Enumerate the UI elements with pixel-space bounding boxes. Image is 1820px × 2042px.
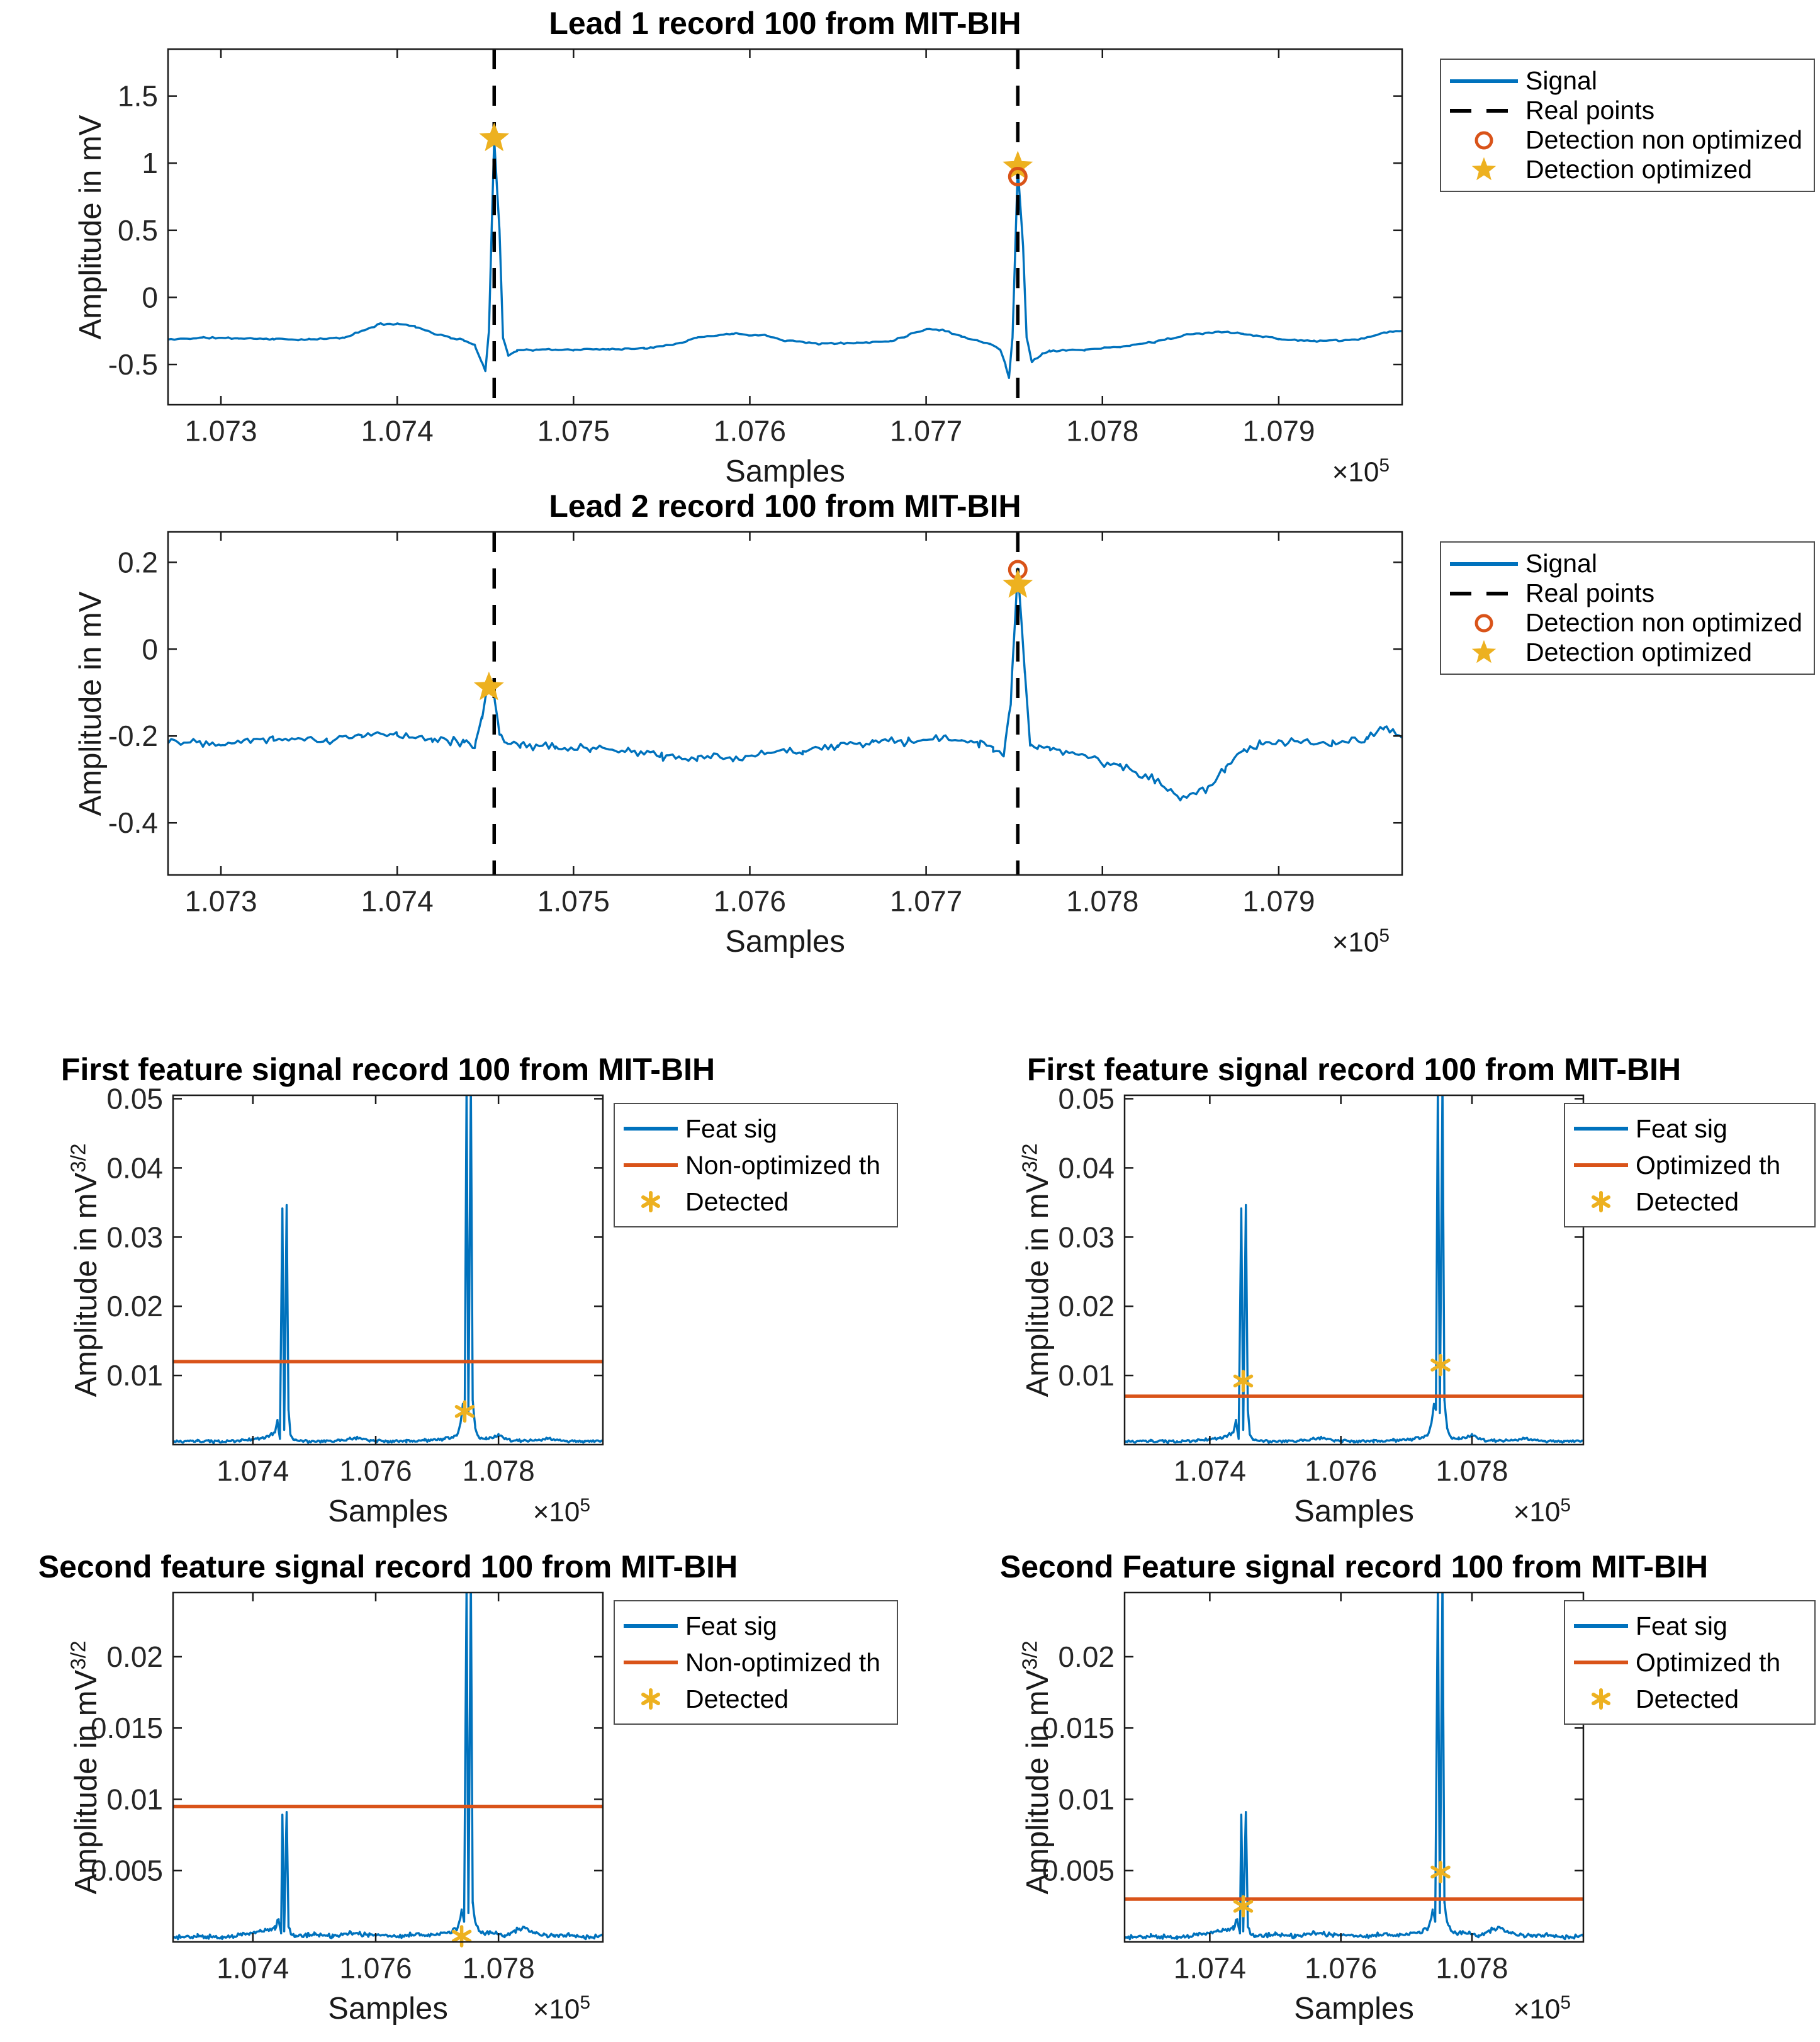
y-tick-label: 0.02 (1058, 1640, 1115, 1673)
legend-item-feat-sig: Feat sig (620, 1110, 892, 1147)
signal-line (168, 140, 1402, 378)
axis-ticks (173, 1593, 603, 1942)
x-tick-label: 1.076 (1305, 1454, 1378, 1487)
x-axis-exponent: $\times 10^5$ (1332, 455, 1390, 488)
y-tick-label: 0.05 (1058, 1082, 1115, 1115)
x-axis-label: Samples (725, 925, 845, 959)
x-tick-label: 1.076 (339, 1454, 412, 1487)
line-swatch-icon (620, 1659, 682, 1666)
x-tick-label: 1.074 (361, 414, 434, 448)
x-tick-label: 1.074 (1173, 1951, 1246, 1985)
detected-marker (1235, 1372, 1251, 1390)
x-tick-label: 1.076 (713, 884, 787, 918)
axis-ticks (173, 1095, 603, 1445)
y-axis-label: Amplitude in $mV^{3/2}$ (67, 1142, 103, 1397)
y-axis-label: Amplitude in $mV^{3/2}$ (1018, 1142, 1055, 1397)
y-axis-label: Amplitude in mV (73, 591, 108, 816)
y-tick-label: 0.05 (106, 1082, 163, 1115)
axis-ticks (1125, 1593, 1583, 1942)
signal-line (173, 1084, 603, 1443)
chart-group-4 (91, 1578, 603, 1984)
legend-item-detection-non-optimized: Detection non optimized (1446, 608, 1809, 638)
circle-marker-icon (1446, 128, 1522, 153)
page-title: First feature signal record 100 from MIT-BIH (60, 1052, 716, 1087)
x-tick-label: 1.078 (1435, 1951, 1508, 1985)
axes-box (168, 49, 1402, 405)
axes-box (173, 1593, 603, 1942)
legend-item-threshold: Optimized th (1570, 1147, 1809, 1183)
axis-ticks (168, 532, 1402, 875)
y-tick-label: 0.02 (1058, 1290, 1115, 1323)
page-title: Lead 1 record 100 from MIT-BIH (549, 6, 1021, 41)
legend-item-detected: Detected (620, 1681, 892, 1717)
legend (1564, 1103, 1816, 1227)
y-tick-label: -0.4 (108, 806, 158, 840)
legend-item-threshold: Non-optimized th (620, 1147, 892, 1183)
y-axis-label: Amplitude in $mV^{3/2}$ (67, 1640, 103, 1895)
legend-item-detected: Detected (1570, 1681, 1809, 1717)
x-tick-label: 1.079 (1242, 884, 1315, 918)
chart-group-2 (106, 1082, 603, 1487)
x-tick-label: 1.074 (216, 1454, 289, 1487)
legend-item-detection-non-optimized: Detection non optimized (1446, 125, 1809, 155)
x-tick-label: 1.077 (890, 414, 963, 448)
y-tick-label: 1 (142, 147, 158, 180)
line-swatch-icon (1446, 77, 1522, 85)
asterisk-marker-icon (1570, 1188, 1632, 1216)
legend-item-threshold: Optimized th (1570, 1644, 1809, 1681)
y-tick-label: 0.01 (106, 1359, 163, 1392)
x-tick-label: 1.073 (184, 414, 257, 448)
legend (614, 1103, 898, 1227)
y-tick-label: 0.01 (106, 1783, 163, 1816)
signal-line (168, 568, 1402, 800)
y-tick-label: -0.5 (108, 348, 158, 381)
legend-item-feat-sig: Feat sig (620, 1608, 892, 1644)
legend-item-feat-sig: Feat sig (1570, 1110, 1809, 1147)
detection-optimized-marker (1005, 572, 1030, 595)
x-tick-label: 1.079 (1242, 414, 1315, 448)
legend-item-real-points: Real points (1446, 578, 1809, 608)
y-tick-label: 0.2 (118, 546, 158, 579)
x-axis-exponent: $\times 10^5$ (1332, 925, 1390, 958)
chart-group-1 (108, 532, 1402, 918)
asterisk-marker-icon (620, 1188, 682, 1216)
y-tick-label: -0.2 (108, 719, 158, 753)
x-tick-label: 1.078 (1066, 414, 1139, 448)
x-axis-label: Samples (328, 1494, 448, 1528)
x-axis-label: Samples (725, 454, 845, 488)
x-tick-label: 1.077 (890, 884, 963, 918)
circle-marker-icon (1446, 611, 1522, 636)
y-tick-label: 1.5 (118, 79, 158, 113)
y-tick-label: 0.03 (1058, 1221, 1115, 1254)
chart-group-5 (1042, 1578, 1583, 1984)
legend-item-detected: Detected (1570, 1183, 1809, 1220)
y-tick-label: 0 (142, 633, 158, 666)
x-tick-label: 1.074 (216, 1951, 289, 1985)
x-axis-exponent: $\times 10^5$ (1513, 1495, 1571, 1528)
signal-line (1125, 1084, 1583, 1443)
axis-ticks (168, 49, 1402, 405)
detected-marker (1432, 1356, 1449, 1375)
line-swatch-icon (1570, 1125, 1632, 1132)
y-tick-label: 0.02 (106, 1290, 163, 1323)
legend (1440, 59, 1815, 192)
chart-group-0 (108, 49, 1402, 448)
line-swatch-icon (1570, 1659, 1632, 1666)
legend (614, 1600, 898, 1725)
legend-item-real-points: Real points (1446, 96, 1809, 125)
line-swatch-icon (620, 1622, 682, 1630)
page-title: Lead 2 record 100 from MIT-BIH (549, 488, 1021, 524)
y-tick-label: 0.005 (90, 1854, 163, 1887)
y-tick-label: 0.015 (1042, 1712, 1115, 1745)
legend-item-detection-optimized: Detection optimized (1446, 155, 1809, 184)
axes-box (1125, 1095, 1583, 1445)
y-tick-label: 0.005 (1042, 1854, 1115, 1887)
x-tick-label: 1.078 (462, 1951, 535, 1985)
detected-marker (456, 1402, 473, 1421)
x-tick-label: 1.078 (1066, 884, 1139, 918)
y-tick-label: 0.015 (90, 1712, 163, 1745)
y-tick-label: 0.04 (1058, 1151, 1115, 1185)
y-axis-label: Amplitude in $mV^{3/2}$ (1018, 1640, 1055, 1895)
x-axis-label: Samples (1294, 1992, 1414, 2026)
x-tick-label: 1.078 (1435, 1454, 1508, 1487)
axis-ticks (1125, 1095, 1583, 1445)
x-axis-exponent: $\times 10^5$ (532, 1495, 590, 1528)
x-tick-label: 1.075 (537, 884, 610, 918)
asterisk-marker-icon (620, 1685, 682, 1713)
x-tick-label: 1.073 (184, 884, 257, 918)
chart-group-3 (1058, 1082, 1583, 1487)
x-axis-exponent: $\times 10^5$ (1513, 1992, 1571, 2025)
page-title: Second Feature signal record 100 from MIT-BIH (999, 1549, 1709, 1584)
x-axis-label: Samples (1294, 1494, 1414, 1528)
page-title: Second feature signal record 100 from MIT-BIH (38, 1549, 738, 1584)
x-axis-label: Samples (328, 1992, 448, 2026)
detection-optimized-marker (476, 674, 502, 698)
x-axis-exponent: $\times 10^5$ (532, 1992, 590, 2025)
legend (1440, 541, 1815, 675)
signal-line (1125, 1578, 1583, 1939)
x-tick-label: 1.075 (537, 414, 610, 448)
y-tick-label: 0.01 (1058, 1359, 1115, 1392)
dashed-line-swatch-icon (1446, 107, 1522, 115)
x-tick-label: 1.078 (462, 1454, 535, 1487)
line-swatch-icon (620, 1161, 682, 1169)
asterisk-marker-icon (1570, 1685, 1632, 1713)
y-axis-label: Amplitude in mV (73, 115, 108, 339)
line-swatch-icon (1570, 1161, 1632, 1169)
x-tick-label: 1.074 (1173, 1454, 1246, 1487)
axes-box (173, 1095, 603, 1445)
signal-line (173, 1578, 603, 1939)
y-tick-label: 0.5 (118, 213, 158, 247)
legend-item-detected: Detected (620, 1183, 892, 1220)
legend-item-threshold: Non-optimized th (620, 1644, 892, 1681)
y-tick-label: 0.02 (106, 1640, 163, 1673)
star-marker-icon (1446, 156, 1522, 184)
dashed-line-swatch-icon (1446, 590, 1522, 597)
y-tick-label: 0 (142, 281, 158, 314)
line-swatch-icon (620, 1125, 682, 1132)
x-tick-label: 1.076 (713, 414, 787, 448)
star-marker-icon (1446, 639, 1522, 667)
y-tick-label: 0.01 (1058, 1783, 1115, 1816)
legend (1564, 1600, 1816, 1725)
legend-item-signal: Signal (1446, 66, 1809, 96)
line-swatch-icon (1570, 1622, 1632, 1630)
legend-item-feat-sig: Feat sig (1570, 1608, 1809, 1644)
x-tick-label: 1.074 (361, 884, 434, 918)
page-title: First feature signal record 100 from MIT-BIH (1026, 1052, 1682, 1087)
y-tick-label: 0.03 (106, 1221, 163, 1254)
line-swatch-icon (1446, 560, 1522, 568)
legend-item-detection-optimized: Detection optimized (1446, 638, 1809, 667)
x-tick-label: 1.076 (339, 1951, 412, 1985)
axes-box (1125, 1593, 1583, 1942)
y-tick-label: 0.04 (106, 1151, 163, 1185)
axes-box (168, 532, 1402, 875)
x-tick-label: 1.076 (1305, 1951, 1378, 1985)
legend-item-signal: Signal (1446, 549, 1809, 578)
